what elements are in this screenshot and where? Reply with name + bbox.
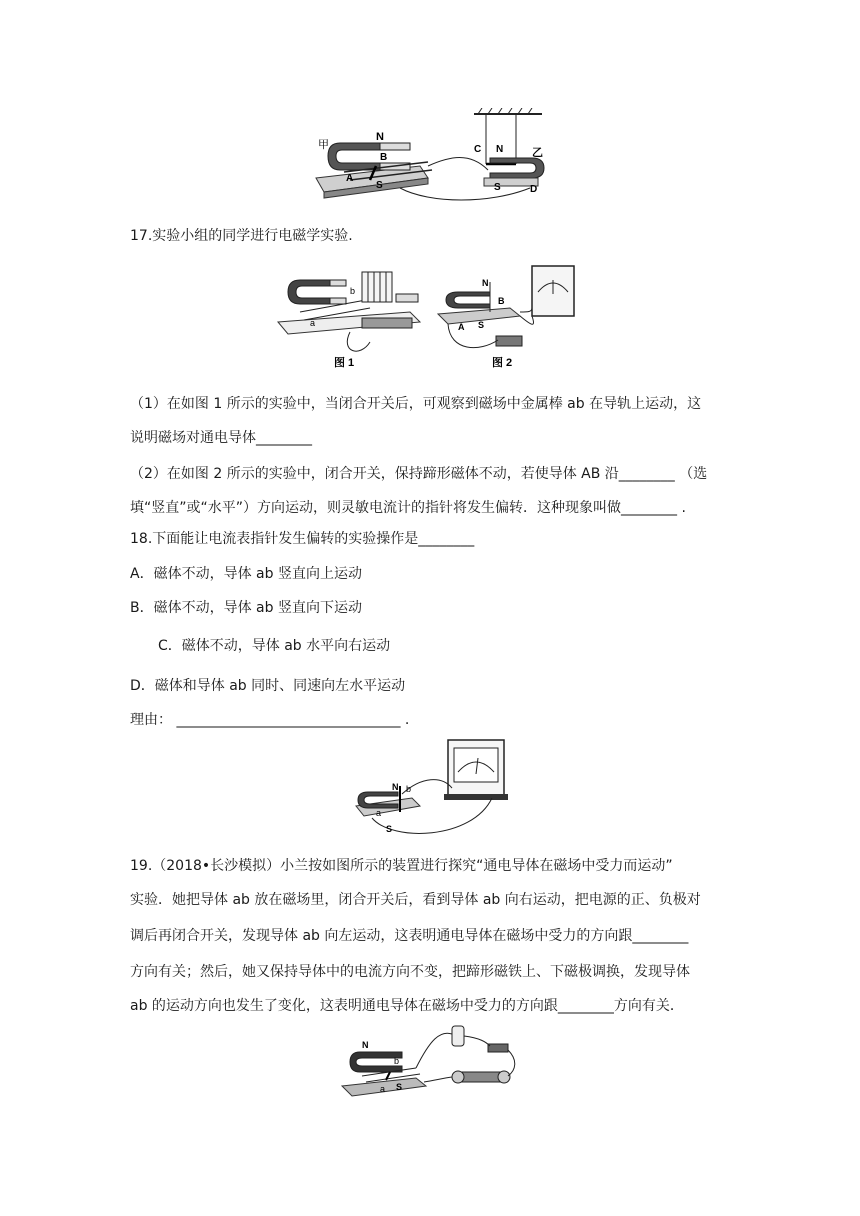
q18-option-c: C．磁体不动，导体 ab 水平向右运动 xyxy=(158,638,391,654)
q18-option-d: D．磁体和导体 ab 同时、同速向左水平运动 xyxy=(130,678,406,694)
q19-figure-drawing xyxy=(340,1020,522,1104)
label-n: N xyxy=(482,278,489,288)
q17-figure-drawing xyxy=(270,262,590,380)
q19-figure xyxy=(340,1020,522,1104)
label-s: S xyxy=(386,824,393,834)
q18-figure xyxy=(352,736,510,842)
label-n: N xyxy=(362,1040,369,1050)
label-n-right: N xyxy=(496,144,504,155)
label-b-lower: b xyxy=(350,286,356,296)
label-b: B xyxy=(380,152,388,163)
label-b: b xyxy=(406,784,412,794)
label-s-left: S xyxy=(376,180,383,191)
q19-line-4: 方向有关；然后，她又保持导体中的电流方向不变，把蹄形磁铁上、下磁极调换，发现导体 xyxy=(130,964,690,980)
q18-option-b: B．磁体不动，导体 ab 竖直向下运动 xyxy=(130,600,362,616)
q18-figure-drawing xyxy=(352,736,510,842)
q19-line-2: 实验．她把导体 ab 放在磁场里，闭合开关后，看到导体 ab 向右运动，把电源的正、负极对 xyxy=(130,892,701,908)
label-fig2: 图 2 xyxy=(492,357,513,369)
q19-line-1: 19.（2018•长沙模拟）小兰按如图所示的装置进行探究“通电导体在磁场中受力而运动” xyxy=(130,858,673,874)
label-s: S xyxy=(478,320,485,330)
q19-line-3: 调后再闭合开关，发现导体 ab 向左运动，这表明通电导体在磁场中受力的方向跟________ xyxy=(130,928,689,944)
label-a: a xyxy=(376,808,382,818)
q19-line-5: ab 的运动方向也发生了变化，这表明通电导体在磁场中受力的方向跟________方向有关． xyxy=(130,998,684,1014)
label-c: C xyxy=(474,144,482,155)
top-apparatus-figure xyxy=(310,108,558,202)
label-a: A xyxy=(346,173,354,184)
label-b: b xyxy=(394,1056,400,1066)
q18-title: 18.下面能让电流表指针发生偏转的实验操作是________ xyxy=(130,531,475,547)
top-apparatus-drawing xyxy=(310,108,558,202)
q17-title: 17.实验小组的同学进行电磁学实验. xyxy=(130,228,353,244)
label-b-upper: B xyxy=(498,296,505,306)
label-jia: 甲 xyxy=(318,139,329,151)
label-a-lower: a xyxy=(310,318,316,328)
label-n: N xyxy=(392,782,399,792)
q17-part1-line2: 说明磁场对通电导体________ xyxy=(130,430,312,446)
label-a-upper: A xyxy=(458,322,465,332)
q17-part2-line2: 填“竖直”或“水平”）方向运动，则灵敏电流计的指针将发生偏转．这种现象叫做________ . xyxy=(130,500,686,516)
label-fig1: 图 1 xyxy=(334,357,355,369)
q17-part2-line1: （2）在如图 2 所示的实验中，闭合开关，保持蹄形磁体不动，若使导体 AB 沿________ （选 xyxy=(130,466,708,482)
q17-part1-line1: （1）在如图 1 所示的实验中，当闭合开关后，可观察到磁场中金属棒 ab 在导轨上运动，这 xyxy=(130,396,702,412)
label-s-right: S xyxy=(494,182,501,193)
label-s: S xyxy=(396,1082,403,1092)
q17-figures xyxy=(270,262,590,380)
q18-reason: 理由： ________________________________ . xyxy=(130,712,410,728)
label-yi: 乙 xyxy=(532,147,543,159)
label-d: D xyxy=(530,184,538,195)
label-a: a xyxy=(380,1084,386,1094)
q18-option-a: A．磁体不动，导体 ab 竖直向上运动 xyxy=(130,566,362,582)
label-n-left: N xyxy=(376,131,384,143)
